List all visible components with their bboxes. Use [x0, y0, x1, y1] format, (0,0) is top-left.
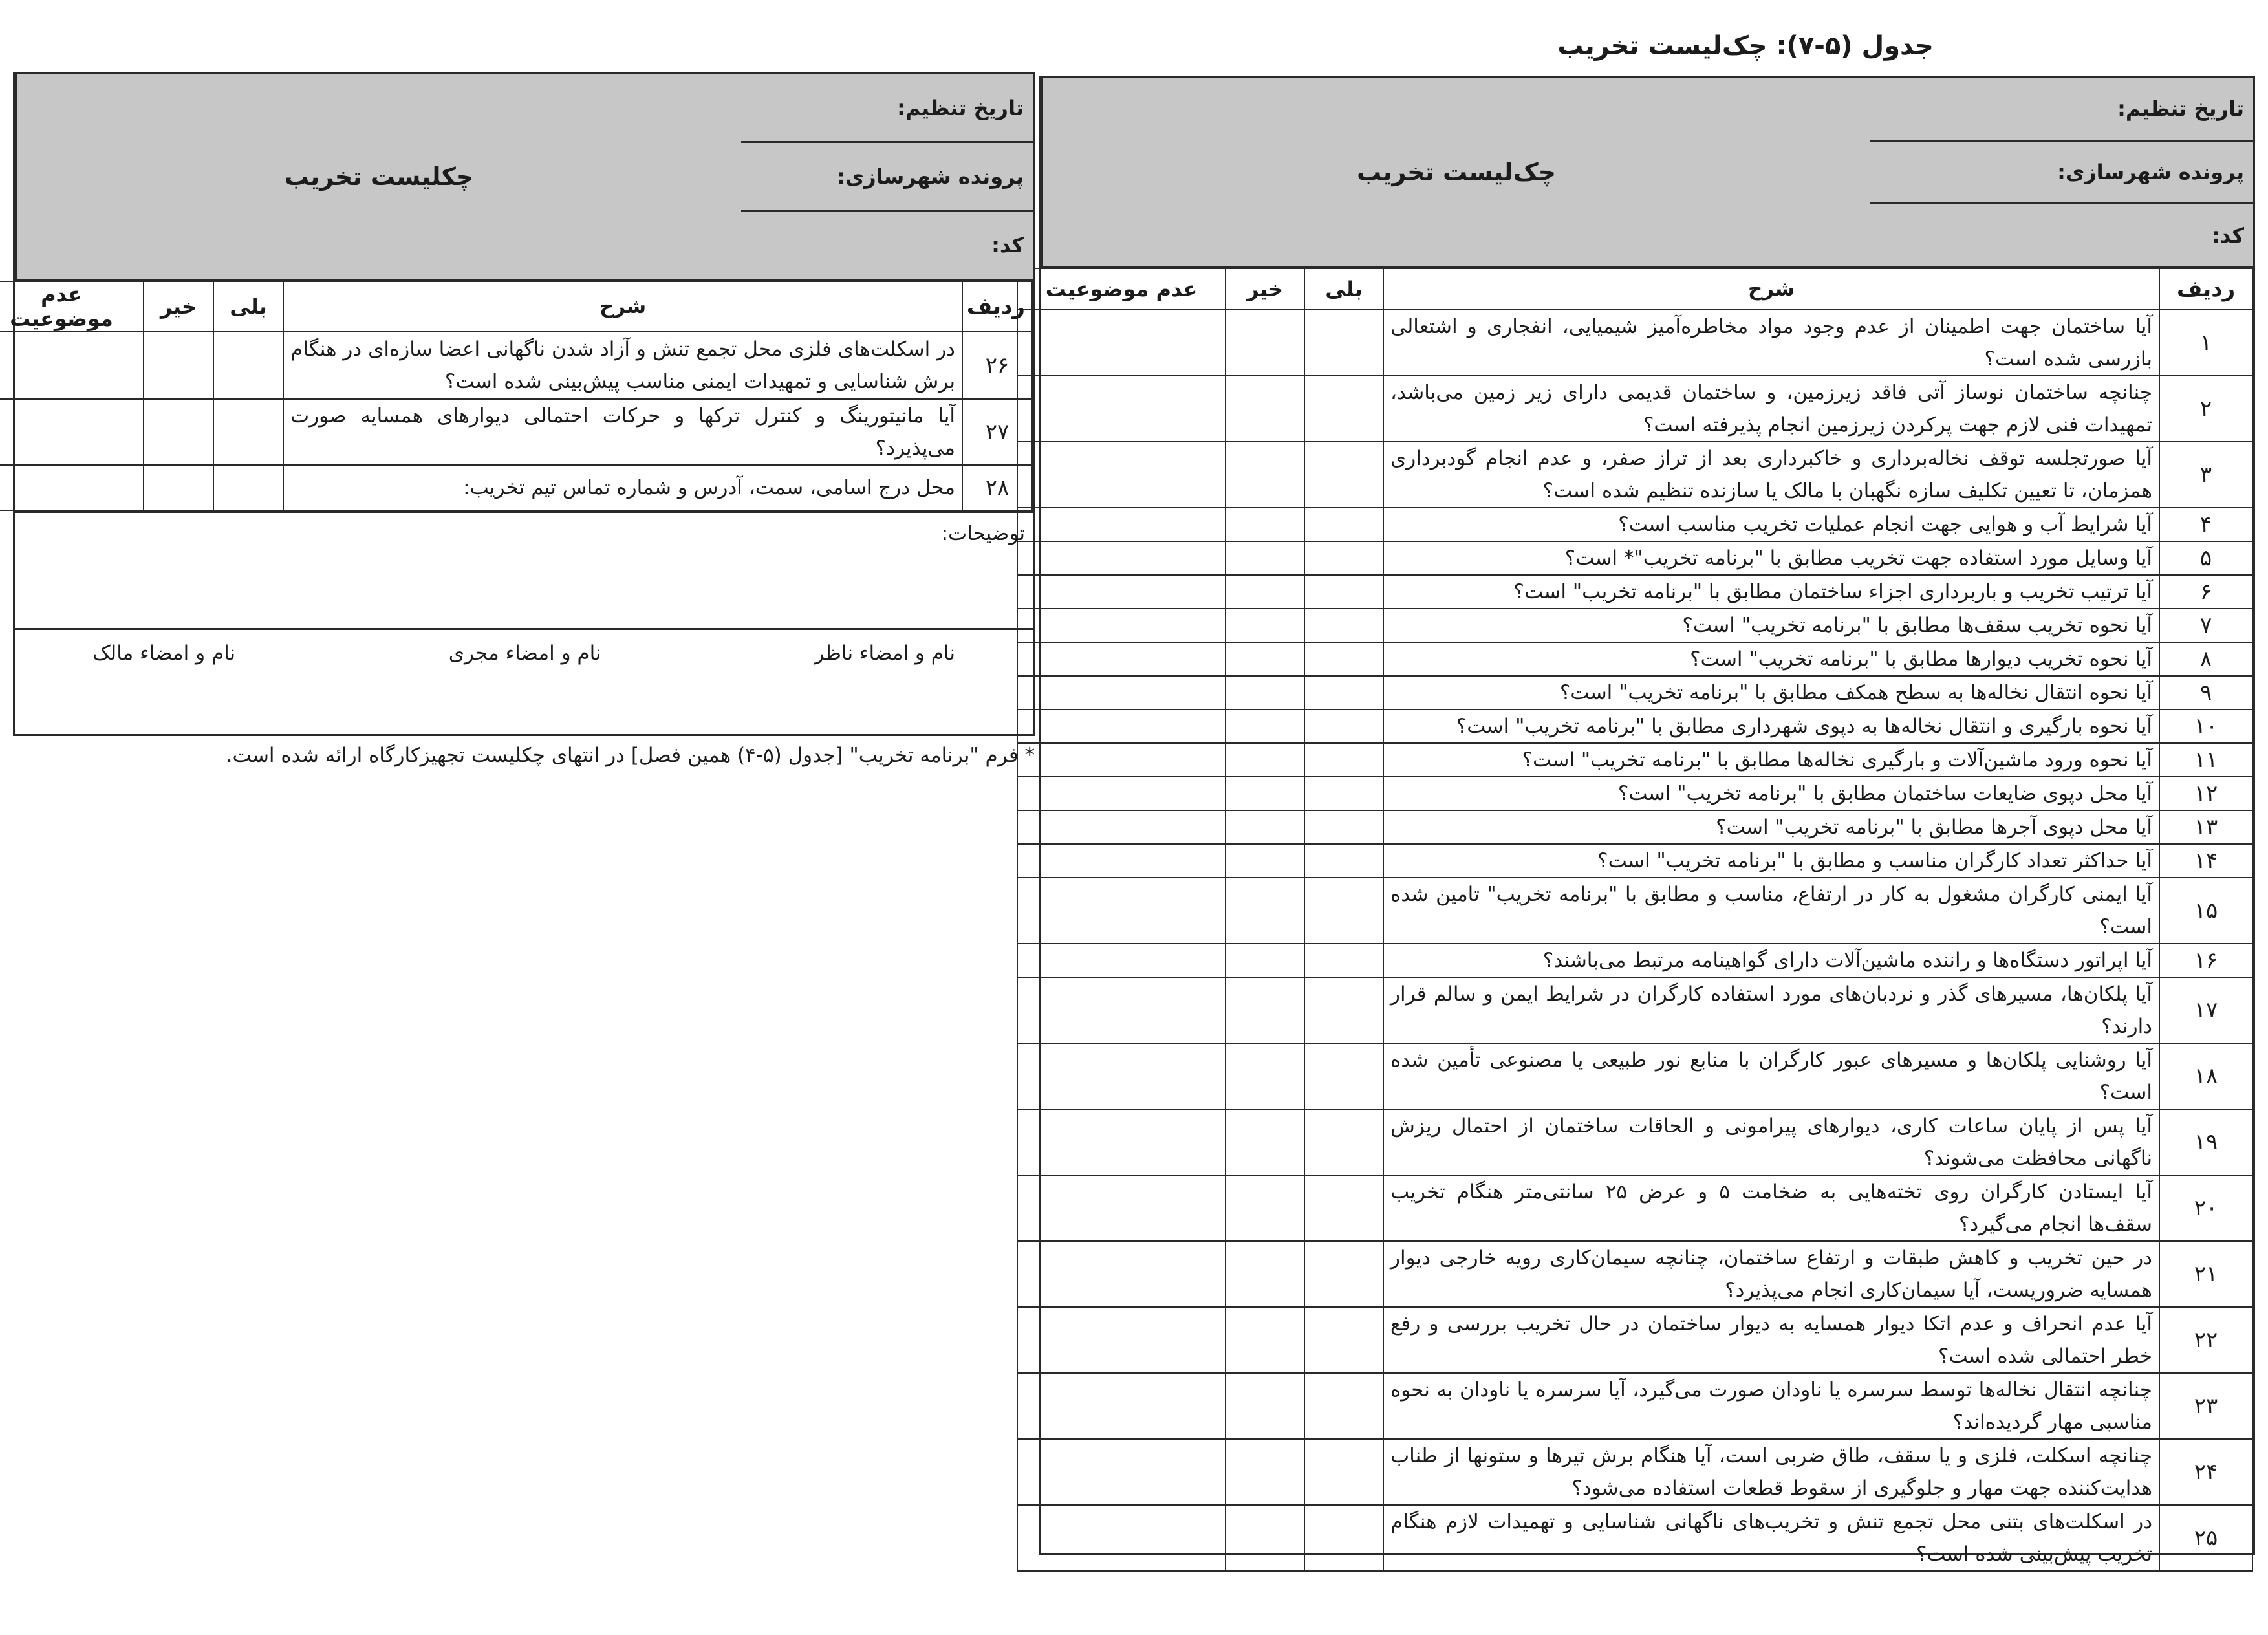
row-number: ۲ — [2159, 376, 2252, 442]
row-number: ۱۴ — [2159, 844, 2252, 878]
no-cell[interactable] — [1226, 1373, 1304, 1439]
row-description: آیا نحوه ورود ماشین‌آلات و بارگیری نخاله‌ها مطابق با "برنامه تخریب" است؟ — [1383, 743, 2159, 777]
file-field-left[interactable]: پرونده شهرسازی: — [741, 143, 1033, 211]
col-yes: بلی — [1304, 268, 1383, 310]
table-row — [1017, 310, 2252, 376]
no-cell[interactable] — [1226, 575, 1304, 609]
col-no: خیر — [1226, 268, 1304, 310]
table-row — [0, 465, 1032, 510]
yes-cell[interactable] — [1304, 810, 1383, 844]
na-cell[interactable] — [1017, 310, 1226, 376]
row-number: ۱۲ — [2159, 777, 2252, 810]
na-cell[interactable] — [1017, 709, 1226, 743]
na-cell[interactable] — [1017, 609, 1226, 642]
no-cell[interactable] — [1226, 508, 1304, 541]
table-row — [1017, 1043, 2252, 1109]
row-description: آیا ترتیب تخریب و باربرداری اجزاء ساختمان مطابق با "برنامه تخریب" است؟ — [1383, 575, 2159, 609]
yes-cell[interactable] — [1304, 609, 1383, 642]
no-cell[interactable] — [144, 399, 213, 465]
owner-signature: نام و امضاء مالک — [92, 642, 236, 665]
col-yes: بلی — [213, 281, 283, 332]
row-description: آیا نحوه تخریب دیوارها مطابق با "برنامه تخریب" است؟ — [1383, 642, 2159, 676]
code-field-left[interactable]: کد: — [991, 233, 1024, 258]
yes-cell[interactable] — [1304, 1043, 1383, 1109]
table-row — [1017, 1175, 2252, 1241]
row-number: ۳ — [2159, 442, 2252, 508]
na-cell[interactable] — [1017, 1175, 1226, 1241]
form-header — [1041, 78, 2253, 268]
row-description: آیا ایمنی کارگران مشغول به کار در ارتفاع، مناسب و مطابق با "برنامه تخریب" تامین شده است؟ — [1383, 878, 2159, 944]
row-number: ۱۱ — [2159, 743, 2252, 777]
notes-area[interactable] — [15, 511, 1033, 630]
header-fields — [1870, 78, 2253, 266]
row-number: ۱۹ — [2159, 1109, 2252, 1175]
row-number: ۱۶ — [2159, 944, 2252, 977]
footnote: * فرم "برنامه تخریب" [جدول (۵-۴) همین فصل] در انتهای چکلیست تجهیزکارگاه ارائه شده است. — [226, 744, 1035, 767]
table-header-row — [0, 281, 1032, 332]
row-description: آیا نحوه انتقال نخاله‌ها به سطح همکف مطابق با "برنامه تخریب" است؟ — [1383, 676, 2159, 709]
row-number: ۴ — [2159, 508, 2252, 541]
na-cell[interactable] — [1017, 1439, 1226, 1505]
col-na: عدم موضوعیت — [0, 281, 144, 332]
no-cell[interactable] — [1226, 1307, 1304, 1373]
no-cell[interactable] — [1226, 844, 1304, 878]
no-cell[interactable] — [144, 465, 213, 510]
no-cell[interactable] — [144, 332, 213, 399]
na-cell[interactable] — [1017, 508, 1226, 541]
yes-cell[interactable] — [1304, 1307, 1383, 1373]
na-cell[interactable] — [1017, 442, 1226, 508]
yes-cell[interactable] — [1304, 676, 1383, 709]
yes-cell[interactable] — [213, 465, 283, 510]
na-cell[interactable] — [1017, 575, 1226, 609]
row-number: ۲۵ — [2159, 1505, 2252, 1571]
file-field[interactable]: پرونده شهرسازی: — [1870, 142, 2253, 205]
row-number: ۸ — [2159, 642, 2252, 676]
na-cell[interactable] — [1017, 777, 1226, 810]
row-description: آیا عدم انحراف و عدم اتکا دیوار همسایه به دیوار ساختمان در حال تخریب بررسی و رفع خطر احتمالی شده است؟ — [1383, 1307, 2159, 1373]
row-description: آیا شرایط آب و هوایی جهت انجام عملیات تخریب مناسب است؟ — [1383, 508, 2159, 541]
row-description: آیا پس از پایان ساعات کاری، دیوارهای پیرامونی و الحاقات ساختمان از احتمال ریزش ناگهانی محافظت می‌شوند؟ — [1383, 1109, 2159, 1175]
checklist-table-left — [0, 281, 1033, 511]
table-row — [1017, 1307, 2252, 1373]
yes-cell[interactable] — [1304, 977, 1383, 1043]
na-cell[interactable] — [0, 399, 144, 465]
row-description: چنانچه ساختمان نوساز آتی فاقد زیرزمین، و ساختمان قدیمی دارای زیر زمین می‌باشد، تمهیدات فنی لازم جهت پرکردن زیرزمین انجام پذیرفته است؟ — [1383, 376, 2159, 442]
yes-cell[interactable] — [1304, 1109, 1383, 1175]
table-row — [1017, 1505, 2252, 1571]
yes-cell[interactable] — [213, 332, 283, 399]
row-number: ۲۸ — [962, 465, 1032, 510]
row-description: آیا محل دپوی آجرها مطابق با "برنامه تخریب" است؟ — [1383, 810, 2159, 844]
row-number: ۹ — [2159, 676, 2252, 709]
table-row — [1017, 676, 2252, 709]
no-cell[interactable] — [1226, 709, 1304, 743]
col-row: ردیف — [2159, 268, 2252, 310]
no-cell[interactable] — [1226, 1505, 1304, 1571]
yes-cell[interactable] — [1304, 376, 1383, 442]
row-number: ۵ — [2159, 541, 2252, 575]
table-row — [1017, 844, 2252, 878]
yes-cell[interactable] — [1304, 1373, 1383, 1439]
table-row — [1017, 508, 2252, 541]
no-cell[interactable] — [1226, 777, 1304, 810]
yes-cell[interactable] — [1304, 642, 1383, 676]
form-header-left — [15, 74, 1033, 281]
no-cell[interactable] — [1226, 642, 1304, 676]
table-row — [1017, 878, 2252, 944]
row-description: آیا نحوه بارگیری و انتقال نخاله‌ها به دپوی شهرداری مطابق با "برنامه تخریب" است؟ — [1383, 709, 2159, 743]
na-cell[interactable] — [0, 332, 144, 399]
yes-cell[interactable] — [1304, 1439, 1383, 1505]
yes-cell[interactable] — [1304, 944, 1383, 977]
contractor-signature: نام و امضاء مجری — [448, 642, 601, 665]
no-cell[interactable] — [1226, 609, 1304, 642]
na-cell[interactable] — [1017, 810, 1226, 844]
na-cell[interactable] — [1017, 1109, 1226, 1175]
yes-cell[interactable] — [1304, 575, 1383, 609]
row-number: ۱۳ — [2159, 810, 2252, 844]
na-cell[interactable] — [1017, 743, 1226, 777]
row-number: ۷ — [2159, 609, 2252, 642]
no-cell[interactable] — [1226, 1241, 1304, 1307]
col-desc: شرح — [283, 281, 962, 332]
table-row — [1017, 777, 2252, 810]
checklist-form-left — [10, 72, 1035, 736]
na-cell[interactable] — [1017, 642, 1226, 676]
na-cell[interactable] — [1017, 944, 1226, 977]
row-number: ۲۰ — [2159, 1175, 2252, 1241]
row-number: ۱ — [2159, 310, 2252, 376]
table-row — [1017, 442, 2252, 508]
na-cell[interactable] — [1017, 1043, 1226, 1109]
row-number: ۱۸ — [2159, 1043, 2252, 1109]
yes-cell[interactable] — [1304, 1241, 1383, 1307]
row-number: ۲۶ — [962, 332, 1032, 399]
no-cell[interactable] — [1226, 878, 1304, 944]
table-row — [1017, 1439, 2252, 1505]
row-description: آیا اپراتور دستگاه‌ها و راننده ماشین‌آلات دارای گواهینامه مرتبط می‌باشند؟ — [1383, 944, 2159, 977]
table-row — [1017, 541, 2252, 575]
row-description: آیا حداکثر تعداد کارگران مناسب و مطابق با "برنامه تخریب" است؟ — [1383, 844, 2159, 878]
no-cell[interactable] — [1226, 1109, 1304, 1175]
row-description: آیا نحوه تخریب سقف‌ها مطابق با "برنامه تخریب" است؟ — [1383, 609, 2159, 642]
yes-cell[interactable] — [1304, 777, 1383, 810]
na-cell[interactable] — [1017, 1241, 1226, 1307]
table-caption: جدول (۵-۷): چک‌لیست تخریب — [1557, 31, 1934, 61]
no-cell[interactable] — [1226, 1175, 1304, 1241]
no-cell[interactable] — [1226, 944, 1304, 977]
no-cell[interactable] — [1226, 810, 1304, 844]
row-number: ۶ — [2159, 575, 2252, 609]
table-row — [1017, 376, 2252, 442]
form-title: چک‌لیست تخریب — [1041, 78, 1870, 266]
no-cell[interactable] — [1226, 676, 1304, 709]
row-description: آیا روشنایی پلکان‌ها و مسیرهای عبور کارگران با منابع نور طبیعی یا مصنوعی تأمین شده است؟ — [1383, 1043, 2159, 1109]
row-description: در حین تخریب و کاهش طبقات و ارتفاع ساختمان، چنانچه سیمان‌کاری رویه خارجی دیوار همسایه ضروریست، آیا سیمان‌کاری انجام می‌پذیرد؟ — [1383, 1241, 2159, 1307]
row-number: ۲۳ — [2159, 1373, 2252, 1439]
yes-cell[interactable] — [1304, 1175, 1383, 1241]
na-cell[interactable] — [1017, 1373, 1226, 1439]
table-row — [1017, 977, 2252, 1043]
no-cell[interactable] — [1226, 442, 1304, 508]
table-row — [1017, 1109, 2252, 1175]
yes-cell[interactable] — [1304, 743, 1383, 777]
table-row — [0, 399, 1032, 465]
row-description: آیا ایستادن کارگران روی تخته‌هایی به ضخامت ۵ و عرض ۲۵ سانتی‌متر هنگام تخریب سقف‌ها انجام می‌گیرد؟ — [1383, 1175, 2159, 1241]
yes-cell[interactable] — [1304, 442, 1383, 508]
checklist-table — [1017, 268, 2253, 1572]
table-row — [1017, 709, 2252, 743]
form-title-left: چکلیست تخریب — [15, 74, 741, 279]
row-number: ۲۴ — [2159, 1439, 2252, 1505]
row-description: در اسکلت‌های فلزی محل تجمع تنش و آزاد شدن ناگهانی اعضا سازه‌ای در هنگام برش شناسایی و تمهیدات ایمنی مناسب پیش‌بینی شده است؟ — [283, 332, 962, 399]
no-cell[interactable] — [1226, 376, 1304, 442]
row-description: آیا پلکان‌ها، مسیرهای گذر و نردبان‌های مورد استفاده کارگران در شرایط ایمن و سالم قرار دارند؟ — [1383, 977, 2159, 1043]
col-row: ردیف — [962, 281, 1032, 332]
col-desc: شرح — [1383, 268, 2159, 310]
row-description: آیا صورتجلسه توقف نخاله‌برداری و خاکبرداری بعد از تراز صفر، و عدم انجام گودبرداری همزمان، تا تعیین تکلیف سازه نگهبان با مالک یا سازنده تنظیم شده است؟ — [1383, 442, 2159, 508]
col-na: عدم موضوعیت — [1017, 268, 1226, 310]
no-cell[interactable] — [1226, 1043, 1304, 1109]
row-number: ۱۰ — [2159, 709, 2252, 743]
table-row — [1017, 1241, 2252, 1307]
checklist-form-right — [1039, 76, 2255, 1566]
row-description: آیا محل دپوی ضایعات ساختمان مطابق با "برنامه تخریب" است؟ — [1383, 777, 2159, 810]
col-no: خیر — [144, 281, 213, 332]
row-description: چنانچه اسکلت، فلزی و یا سقف، طاق ضربی است، آیا هنگام برش تیرها و ستونها از طناب هدایت‌کننده جهت مهار و جلوگیری از سقوط قطعات استفاده می‌شود؟ — [1383, 1439, 2159, 1505]
no-cell[interactable] — [1226, 541, 1304, 575]
row-number: ۲۷ — [962, 399, 1032, 465]
na-cell[interactable] — [1017, 844, 1226, 878]
row-description: محل درج اسامی، سمت، آدرس و شماره تماس تیم تخریب: — [283, 465, 962, 510]
table-row — [1017, 743, 2252, 777]
na-cell[interactable] — [1017, 376, 1226, 442]
table-row — [1017, 1373, 2252, 1439]
row-description: چنانچه انتقال نخاله‌ها توسط سرسره یا ناودان صورت می‌گیرد، آیا سرسره یا ناودان به نحوه مناسبی مهار گردیده‌اند؟ — [1383, 1373, 2159, 1439]
code-field[interactable]: کد: — [2212, 222, 2244, 248]
yes-cell[interactable] — [213, 399, 283, 465]
na-cell[interactable] — [1017, 676, 1226, 709]
row-number: ۱۷ — [2159, 977, 2252, 1043]
table-row — [1017, 642, 2252, 676]
table-row — [1017, 944, 2252, 977]
na-cell[interactable] — [1017, 878, 1226, 944]
row-description: آیا وسایل مورد استفاده جهت تخریب مطابق با "برنامه تخریب"* است؟ — [1383, 541, 2159, 575]
table-row — [0, 332, 1032, 399]
na-cell[interactable] — [1017, 541, 1226, 575]
table-row — [1017, 609, 2252, 642]
row-number: ۲۲ — [2159, 1307, 2252, 1373]
header-fields-left — [741, 74, 1033, 279]
row-description: آیا ساختمان جهت اطمینان از عدم وجود مواد مخاطره‌آمیز شیمیایی، انفجاری و اشتعالی بازرسی شده است؟ — [1383, 310, 2159, 376]
yes-cell[interactable] — [1304, 878, 1383, 944]
signatures — [15, 630, 1033, 665]
yes-cell[interactable] — [1304, 709, 1383, 743]
row-description: آیا مانیتورینگ و کنترل ترکها و حرکات احتمالی دیوارهای همسایه صورت می‌پذیرد؟ — [283, 399, 962, 465]
no-cell[interactable] — [1226, 310, 1304, 376]
na-cell[interactable] — [1017, 1505, 1226, 1571]
no-cell[interactable] — [1226, 743, 1304, 777]
table-row — [1017, 810, 2252, 844]
na-cell[interactable] — [1017, 977, 1226, 1043]
yes-cell[interactable] — [1304, 844, 1383, 878]
supervisor-signature: نام و امضاء ناظر — [814, 642, 955, 665]
no-cell[interactable] — [1226, 1439, 1304, 1505]
notes-label: توضیحات: — [941, 522, 1025, 545]
yes-cell[interactable] — [1304, 508, 1383, 541]
date-field-left[interactable]: تاریخ تنظیم: — [741, 74, 1033, 143]
row-description: در اسکلت‌های بتنی محل تجمع تنش و تخریب‌های ناگهانی شناسایی و تهمیدات لازم هنگام تخریب پیش‌بینی شده است؟ — [1383, 1505, 2159, 1571]
yes-cell[interactable] — [1304, 310, 1383, 376]
table-header-row — [1017, 268, 2252, 310]
date-field[interactable]: تاریخ تنظیم: — [1870, 78, 2253, 142]
na-cell[interactable] — [0, 465, 144, 510]
na-cell[interactable] — [1017, 1307, 1226, 1373]
row-number: ۱۵ — [2159, 878, 2252, 944]
yes-cell[interactable] — [1304, 1505, 1383, 1571]
table-row — [1017, 575, 2252, 609]
yes-cell[interactable] — [1304, 541, 1383, 575]
row-number: ۲۱ — [2159, 1241, 2252, 1307]
no-cell[interactable] — [1226, 977, 1304, 1043]
